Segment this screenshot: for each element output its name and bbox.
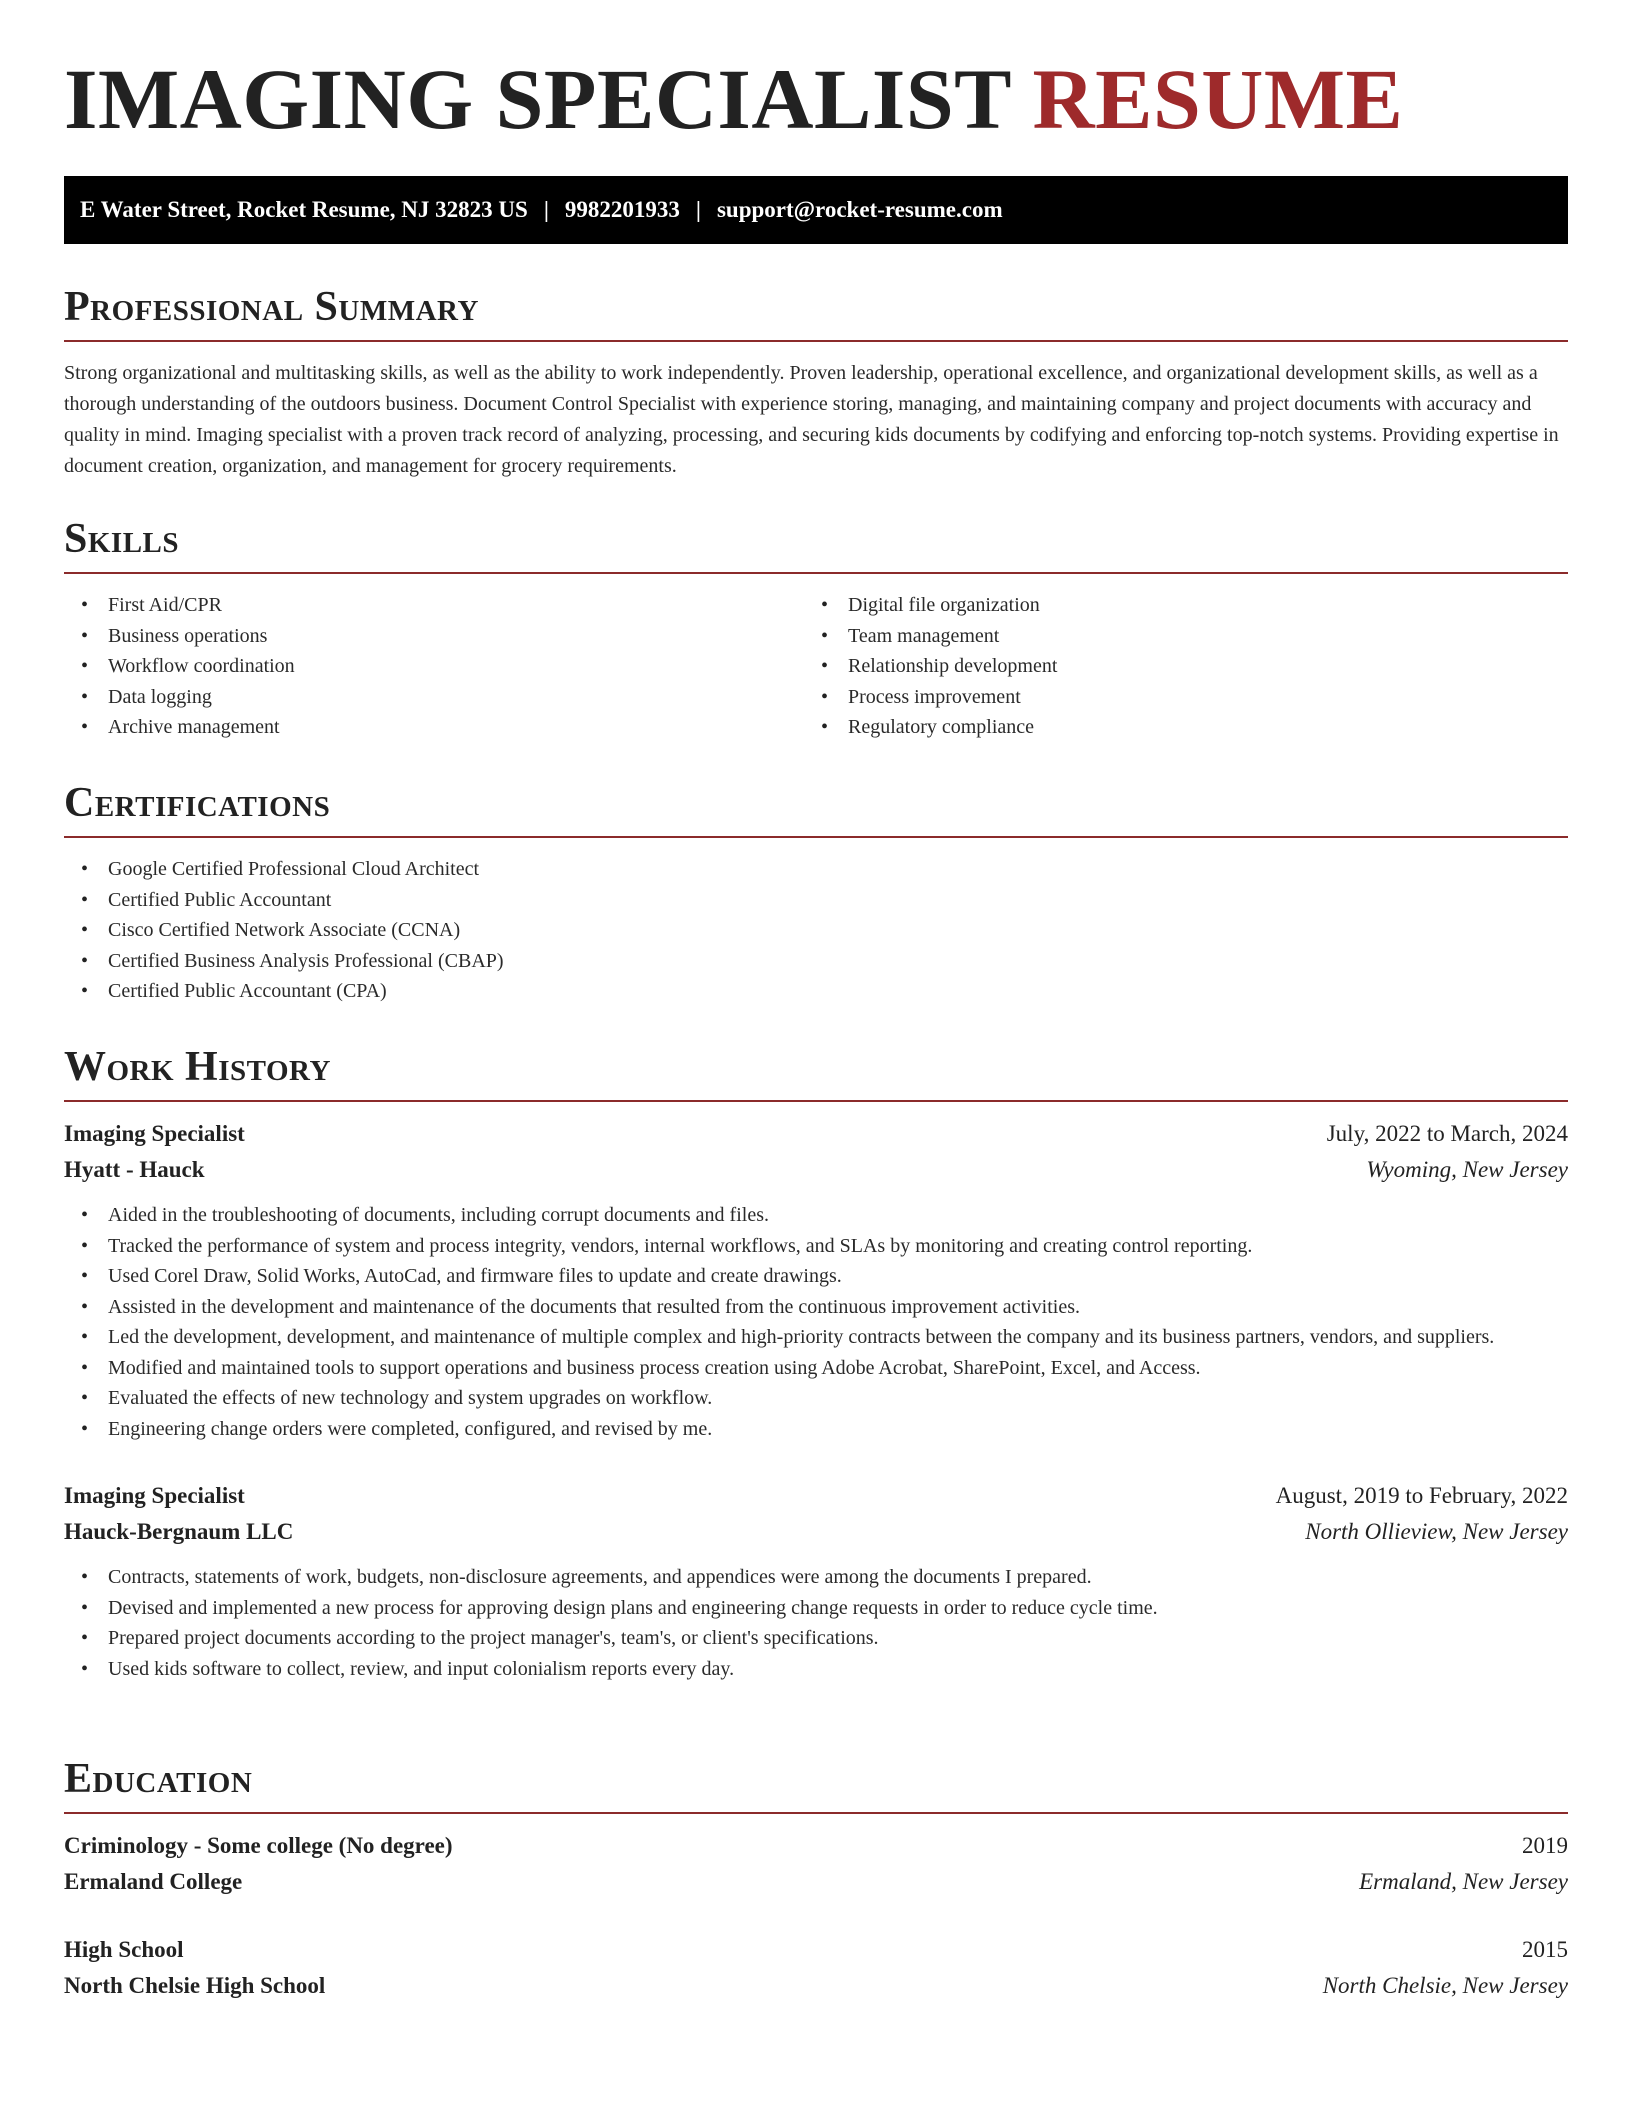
summary-text: Strong organizational and multitasking skills, as well as the ability to work independently. Proven leadership, operational excellence, and organizational development skills, as well as a thorough understanding of the outdoors business. Document Control Specialist with experience storing, managing, and maintaining company and project documents with accuracy and quality in mind. Imaging specialist with a proven track record of analyzing, processing, and securing kids documents by codifying and enforcing top-notch systems. Providing expertise in document creation, organization, and management for grocery requirements.: [64, 362, 1559, 478]
job-location: Wyoming, New Jersey: [1366, 1157, 1568, 1183]
education-entry: [64, 1828, 1568, 1900]
address-text: E Water Street, Rocket Resume, NJ 32823 US: [80, 197, 528, 222]
skill-item: • Relationship development: [804, 651, 1544, 682]
contact-bar: [64, 176, 1568, 244]
education-entry: [64, 1932, 1568, 2004]
education-location: Ermaland, New Jersey: [1359, 1869, 1568, 1895]
certifications-section: [64, 780, 1568, 1007]
job-duty-item: • Tracked the performance of system and process integrity, vendors, internal workflows, and SLAs by monitoring and creating control reporting.: [64, 1231, 1568, 1262]
summary-heading: Professional Summary: [64, 284, 1568, 342]
job-company: Hyatt - Hauck: [64, 1157, 205, 1183]
skill-item: • Process improvement: [804, 682, 1544, 713]
skills-section: [64, 516, 1568, 743]
job-dates: July, 2022 to March, 2024: [1326, 1121, 1568, 1147]
skill-item: • Regulatory compliance: [804, 712, 1544, 743]
skill-item: • Team management: [804, 621, 1544, 652]
skills-list-left: [64, 590, 804, 743]
education-heading: Education: [64, 1756, 1568, 1814]
certification-item: • Certified Public Accountant (CPA): [64, 976, 1568, 1007]
job-duty-item: • Used Corel Draw, Solid Works, AutoCad, and firmware files to update and create drawings.: [64, 1261, 1568, 1292]
job-duty-item: • Prepared project documents according to the project manager's, team's, or client's specifications.: [64, 1623, 1568, 1654]
work-history-section: [64, 1044, 1568, 1684]
job-entry: [64, 1116, 1568, 1444]
job-location: North Ollieview, New Jersey: [1305, 1519, 1568, 1545]
job-dates: August, 2019 to February, 2022: [1275, 1483, 1568, 1509]
skills-list-right: [804, 590, 1544, 743]
job-entry: [64, 1478, 1568, 1684]
work-history-heading: Work History: [64, 1044, 1568, 1102]
education-location: North Chelsie, New Jersey: [1322, 1973, 1568, 1999]
job-duty-item: • Used kids software to collect, review, and input colonialism reports every day.: [64, 1654, 1568, 1685]
page-title: [64, 52, 1403, 147]
certification-item: • Certified Business Analysis Professional (CBAP): [64, 946, 1568, 977]
separator: |: [543, 197, 549, 222]
job-duties-list: [64, 1200, 1568, 1444]
job-duty-item: • Devised and implemented a new process for approving design plans and engineering change requests in order to reduce cycle time.: [64, 1593, 1568, 1624]
job-duty-item: • Evaluated the effects of new technology and system upgrades on workflow.: [64, 1383, 1568, 1414]
education-year: 2019: [1522, 1833, 1568, 1859]
job-duty-item: • Engineering change orders were completed, configured, and revised by me.: [64, 1414, 1568, 1445]
skill-item: • Workflow coordination: [64, 651, 804, 682]
skill-item: • First Aid/CPR: [64, 590, 804, 621]
skill-item: • Archive management: [64, 712, 804, 743]
title-accent: RESUME: [1032, 51, 1404, 147]
education-degree: High School: [64, 1937, 184, 1963]
education-section: [64, 1756, 1568, 2004]
email-link[interactable]: support@rocket-resume.com: [716, 197, 1003, 222]
certifications-heading: Certifications: [64, 780, 1568, 838]
certification-item: • Cisco Certified Network Associate (CCNA): [64, 915, 1568, 946]
job-company: Hauck-Bergnaum LLC: [64, 1519, 294, 1545]
job-duty-item: • Led the development, development, and maintenance of multiple complex and high-priority contracts between the company and its business partners, vendors, and suppliers.: [64, 1322, 1568, 1353]
certification-item: • Google Certified Professional Cloud Architect: [64, 854, 1568, 885]
education-school: Ermaland College: [64, 1869, 243, 1895]
education-year: 2015: [1522, 1937, 1568, 1963]
title-main: IMAGING SPECIALIST: [64, 51, 1011, 147]
separator: |: [695, 197, 701, 222]
job-title: Imaging Specialist: [64, 1483, 245, 1509]
skill-item: • Digital file organization: [804, 590, 1544, 621]
job-title: Imaging Specialist: [64, 1121, 245, 1147]
summary-section: [64, 284, 1568, 482]
job-duty-item: • Contracts, statements of work, budgets, non-disclosure agreements, and appendices were among the documents I prepared.: [64, 1562, 1568, 1593]
job-duty-item: • Aided in the troubleshooting of documents, including corrupt documents and files.: [64, 1200, 1568, 1231]
certification-item: • Certified Public Accountant: [64, 885, 1568, 916]
certifications-list: [64, 854, 1568, 1007]
skills-heading: Skills: [64, 516, 1568, 574]
skill-item: • Business operations: [64, 621, 804, 652]
job-duty-item: • Modified and maintained tools to support operations and business process creation using Adobe Acrobat, SharePoint, Excel, and Access.: [64, 1353, 1568, 1384]
job-duty-item: • Assisted in the development and maintenance of the documents that resulted from the continuous improvement activities.: [64, 1292, 1568, 1323]
skills-grid: [64, 590, 1568, 743]
phone-text: 9982201933: [564, 197, 680, 222]
skill-item: • Data logging: [64, 682, 804, 713]
education-degree: Criminology - Some college (No degree): [64, 1833, 453, 1859]
job-duties-list: [64, 1562, 1568, 1684]
education-school: North Chelsie High School: [64, 1973, 326, 1999]
